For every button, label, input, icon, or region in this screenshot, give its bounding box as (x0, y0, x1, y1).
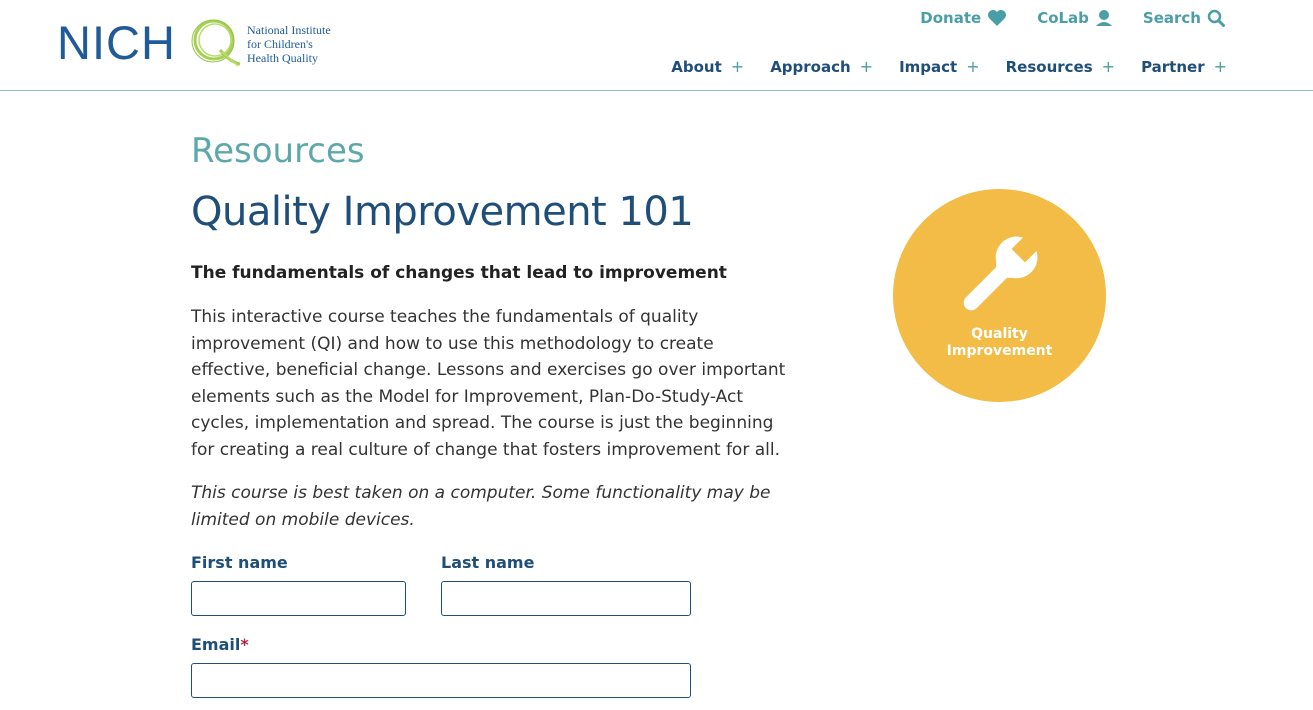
badge-label: Quality Improvement (946, 326, 1053, 359)
plus-icon: + (966, 57, 980, 76)
first-name-label: First name (191, 553, 288, 572)
email-field[interactable] (191, 663, 691, 698)
nichq-logo[interactable] (57, 16, 331, 70)
donate-link[interactable]: Donate (920, 9, 1007, 27)
nav-item-about[interactable]: About + (671, 57, 745, 76)
site-header (0, 0, 1313, 91)
quality-improvement-badge (893, 189, 1106, 402)
email-label: Email* (191, 635, 249, 654)
wrench-icon (952, 227, 1047, 322)
utility-nav (920, 9, 1225, 27)
main-nav (671, 57, 1227, 76)
logo-q-icon (190, 16, 242, 68)
heart-icon (987, 9, 1007, 27)
first-name-field[interactable] (191, 581, 406, 616)
plus-icon: + (1213, 57, 1227, 76)
course-description: This interactive course teaches the fundamentals of quality improvement (QI) and how to use this methodology to create effective, beneficial change. Lessons and exercises go over important elements such as the Model for Improvement, Plan-Do-Study-Act cycles, implementation and spread. The course is just the beginning for creating a real culture of change that fosters improvement for all. (191, 307, 786, 460)
search-link[interactable]: Search (1143, 9, 1225, 27)
plus-icon: + (1101, 57, 1116, 76)
page-title: Quality Improvement 101 (191, 189, 694, 235)
user-icon (1095, 9, 1113, 27)
device-note: This course is best taken on a computer. Some functionality may be limited on mobile devices. (191, 483, 771, 530)
nav-item-impact[interactable]: Impact + (899, 57, 980, 76)
section-label: Resources (191, 131, 365, 171)
nav-item-approach[interactable]: Approach + (770, 57, 874, 76)
nav-item-resources[interactable]: Resources + (1005, 57, 1116, 76)
logo-wordmark: NICH (57, 16, 176, 69)
page-subtitle: The fundamentals of changes that lead to improvement (191, 263, 727, 283)
plus-icon: + (730, 57, 745, 76)
search-icon (1207, 9, 1225, 27)
last-name-label: Last name (441, 553, 535, 572)
last-name-field[interactable] (441, 581, 691, 616)
main-content (191, 130, 801, 534)
logo-tagline: National Institute for Children's Health Quality (247, 23, 331, 65)
colab-link[interactable]: CoLab (1037, 9, 1113, 27)
nav-item-partner[interactable]: Partner + (1141, 57, 1227, 76)
plus-icon: + (859, 57, 874, 76)
required-marker: * (240, 635, 249, 654)
